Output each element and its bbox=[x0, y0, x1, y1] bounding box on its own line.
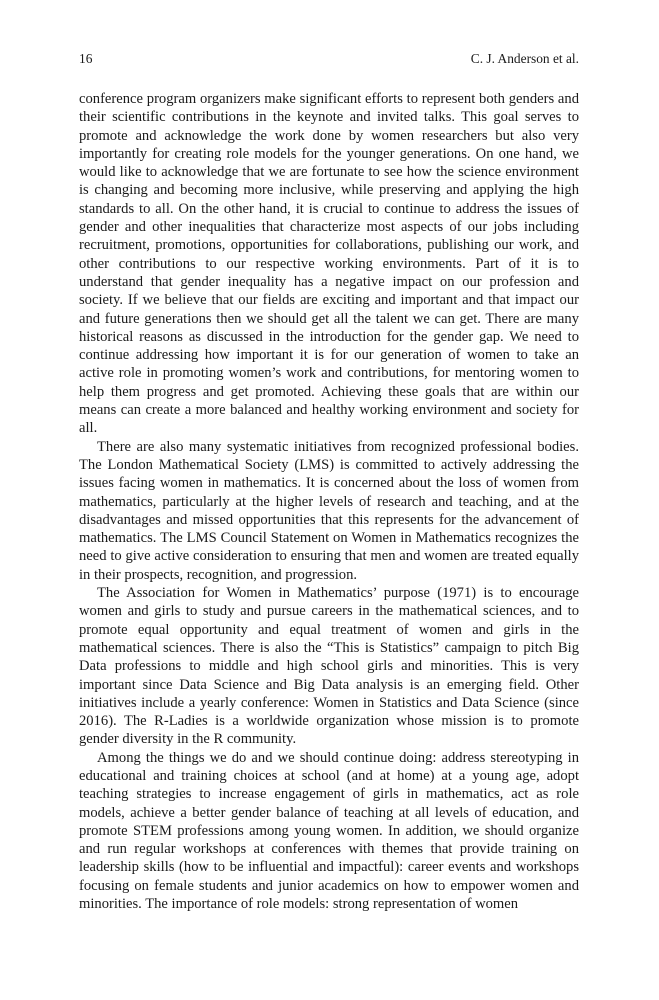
paragraph-professional-bodies: There are also many systematic initiatives from recognized professional bodies. The London Mathematical Society (LMS) is committed to actively addressing the issues facing women in mathematics. It is concerned about the loss of women from mathematics, particularly at the higher levels of research and teaching, and at the disadvantages and missed opportunities that this represents for the advancement of mathematics. The LMS Council Statement on Women in Mathematics recognizes the need to give active consideration to ensuring that men and women are treated equally in their prospects, recognition, and progression. bbox=[79, 438, 579, 583]
page-number: 16 bbox=[79, 51, 93, 66]
running-head bbox=[79, 50, 579, 68]
paragraph-continuation: conference program organizers make significant efforts to represent both genders and their scientific contributions in the keynote and invited talks. This goal serves to promote and acknowledge the work done by women researchers but also very importantly for creating role models for the younger generations. On one hand, we would like to acknowledge that we are fortunate to see how the science environment is changing and becoming more inclusive, while preserving and applying the high standards to all. On the other hand, it is crucial to continue to address the issues of gender and other inequalities that characterize most aspects of our jobs including recruitment, promotions, opportunities for collaborations, publishing our work, and other contributions to our respective working environments. Part of it is to understand that gender inequality has a negative impact on our profession and society. If we believe that our fields are exciting and important and that impact our and future generations then we should get all the talent we can get. There are many historical reasons as discussed in the introduction for the gender gap. We need to continue addressing how important it is for our generation of women to take an active role in promoting women’s work and contributions, for mentoring women to help them progress and get promoted. Achieving these goals that are within our means can create a more balanced and healthy working environment and society for all. bbox=[79, 91, 579, 437]
paragraph-actions: Among the things we do and we should continue doing: address stereotyping in educational and training choices at school (and at home) at a young age, adopt teaching strategies to increase engagement of girls in mathematics, act as role models, achieve a better gender balance of teaching at all levels of education, and promote STEM professions among young women. In addition, we should organize and run regular workshops at conferences with themes that provide training on leadership skills (how to be influential and impactful): career events and workshops focusing on female students and junior academics on how to empower women and minorities. The importance of role models: strong representation of women bbox=[79, 749, 579, 913]
paragraph-awm: The Association for Women in Mathematics’ purpose (1971) is to encourage women and girls to study and pursue careers in the mathematical sciences, and to promote equal opportunity and equal treatment of women and girls in the mathematical sciences. There is also the “This is Statistics” campaign to pitch Big Data professions to middle and high school girls and minorities. This is very important since Data Science and Big Data analysis is an emerging field. Other initiatives include a yearly conference: Women in Statistics and Data Science (since 2016). The R-Ladies is a worldwide organization whose mission is to promote gender diversity in the R community. bbox=[79, 585, 579, 748]
running-head-authors: C. J. Anderson et al. bbox=[470, 51, 579, 66]
body-text bbox=[79, 90, 579, 913]
document-page bbox=[79, 50, 579, 913]
